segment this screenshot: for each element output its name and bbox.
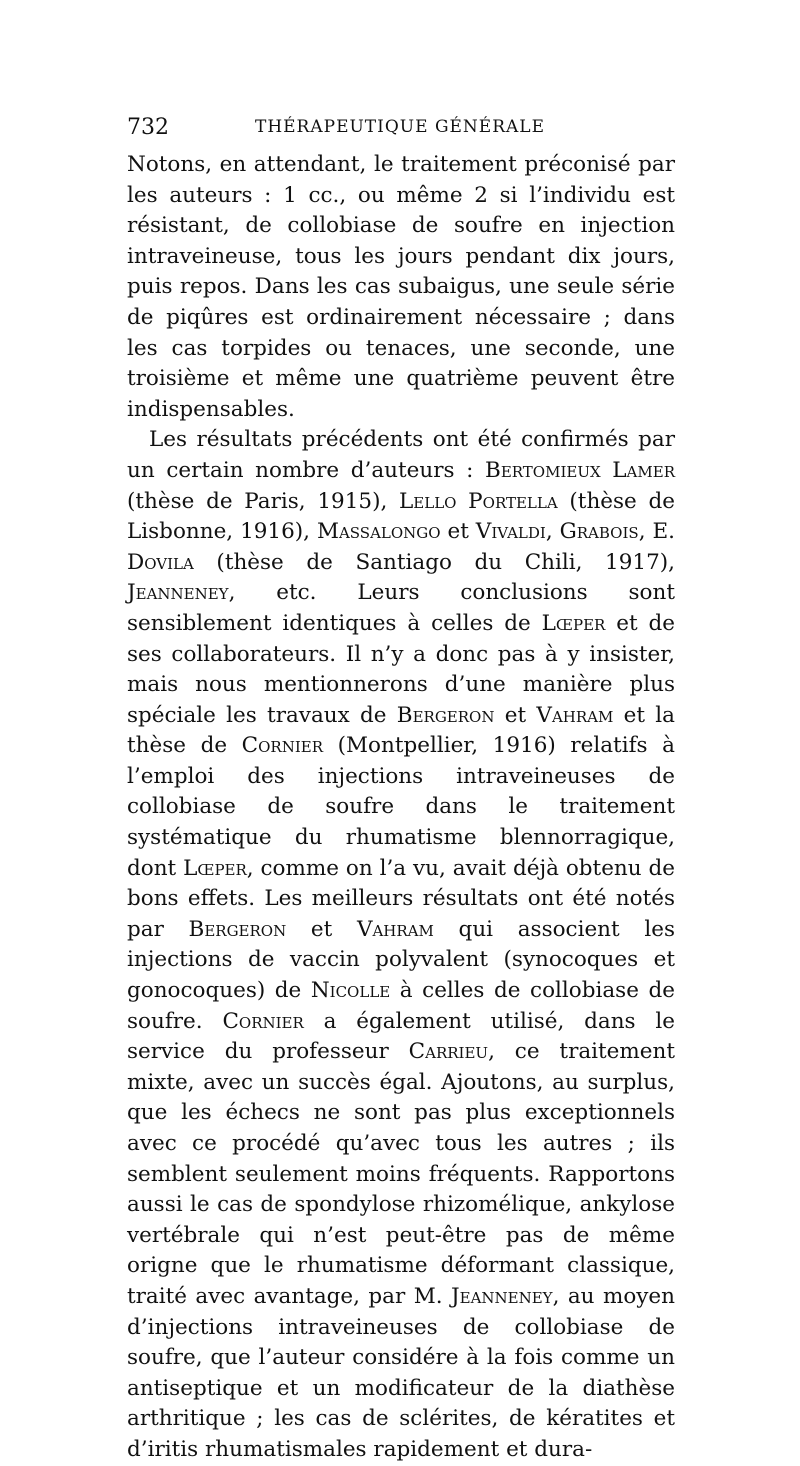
author-name: Vahram xyxy=(356,916,434,942)
author-name: Lœper xyxy=(183,855,247,881)
text-run: à celles de collobiase de soufre. xyxy=(127,978,675,1034)
author-name: Lœper xyxy=(541,610,606,636)
author-name: Vivaldi xyxy=(475,519,546,545)
text-run: et la thèse de xyxy=(127,702,675,759)
page-header xyxy=(127,112,673,142)
text-run: (Montpellier, 1916) relatifs à l’emploi des injections intraveineuses de collobiase de soufre dans le traitement systématique du rhumatisme blennorragique, dont xyxy=(127,733,675,881)
text-run: et de ses collaborateurs. Il n’y a donc pas à y insister, mais nous mentionnerons d’une manière plus spéciale les travaux de xyxy=(127,610,675,728)
text-run: Notons, en attendant, le traitement préconisé par les auteurs : 1 cc., ou même 2 si l’individu est résistant, de collobiase de soufre en injection intraveineuse, tous les jours pendant dix jours, puis repos. Dans les cas subaigus, une seule série de piqûres est ordinairement nécessaire ; dans les cas torpides ou tenaces, une seconde, une troisième et même une quatrième peuvent être indispensables. xyxy=(127,152,675,422)
author-name: Nicolle xyxy=(310,978,391,1004)
text-run: et xyxy=(286,916,357,942)
author-name: Bergeron xyxy=(396,702,495,728)
author-name: Bergeron xyxy=(188,916,287,942)
author-name: Vahram xyxy=(536,702,614,728)
text-run: , xyxy=(545,519,560,545)
text-run: , E. xyxy=(638,519,675,545)
text-run: Les résultats précédents ont été confirmés par un certain nombre d’auteurs : xyxy=(127,427,675,483)
author-name: Massalongo xyxy=(316,519,441,545)
author-name: Lamer xyxy=(612,457,675,483)
text-run: et xyxy=(494,702,537,728)
text-run: (thèse de Santiago du Chili, 1917), xyxy=(193,549,675,575)
paragraph xyxy=(127,150,675,425)
text-run: qui associent les injections de vaccin polyvalent (synocoques et gonocoques) de xyxy=(127,916,675,1004)
author-name: Jeanneney xyxy=(451,1283,553,1309)
author-name: Cornier xyxy=(222,1008,304,1034)
author-name: Carrieu xyxy=(408,1039,489,1065)
text-run: (thèse de Paris, 1915), xyxy=(127,488,400,514)
text-run: , comme on l’a vu, avait déjà obtenu de bons effets. Les meilleurs résultats ont été notés par xyxy=(127,855,675,942)
text-run: , etc. Leurs conclusions sont sensiblement identiques à celles de xyxy=(127,580,675,636)
text-run xyxy=(601,458,613,483)
page-number: 732 xyxy=(127,114,169,140)
body-text xyxy=(127,150,675,1466)
author-name: Cornier xyxy=(241,733,324,759)
text-run: a également utilisé, dans le service du professeur xyxy=(127,1008,676,1065)
author-name: Jeanneney xyxy=(127,580,229,606)
text-run: (thèse de Lisbonne, 1916), xyxy=(127,488,675,545)
paragraph xyxy=(127,425,675,1465)
running-title: THÉRAPEUTIQUE GÉNÉRALE xyxy=(254,117,545,137)
author-name: Lello Portella xyxy=(399,488,558,514)
text-run: , au moyen d’injections intraveineuses de collobiase de soufre, que l’auteur considére à la fois comme un antiseptique et un modificateur de la diathèse arthritique ; les cas de sclérites, de kératites et d’iritis rhumatismales rapidement et dura- xyxy=(127,1283,675,1462)
author-name: Bertomieux xyxy=(485,457,601,483)
author-name: Dovila xyxy=(127,549,194,575)
text-run: , ce traitement mixte, avec un succès égal. Ajoutons, au surplus, que les échecs ne sont pas plus exceptionnels avec ce procédé qu’avec tous les autres ; ils semblent seulement moins fréquents. Rapportons aussi le cas de spondylose rhizomélique, ankylose vertébrale qui n’est peut-être pas de même origne que le rhumatisme déformant classique, traité avec avantage, par M. xyxy=(127,1039,676,1309)
text-run: et xyxy=(440,519,476,545)
author-name: Grabois xyxy=(559,519,639,545)
